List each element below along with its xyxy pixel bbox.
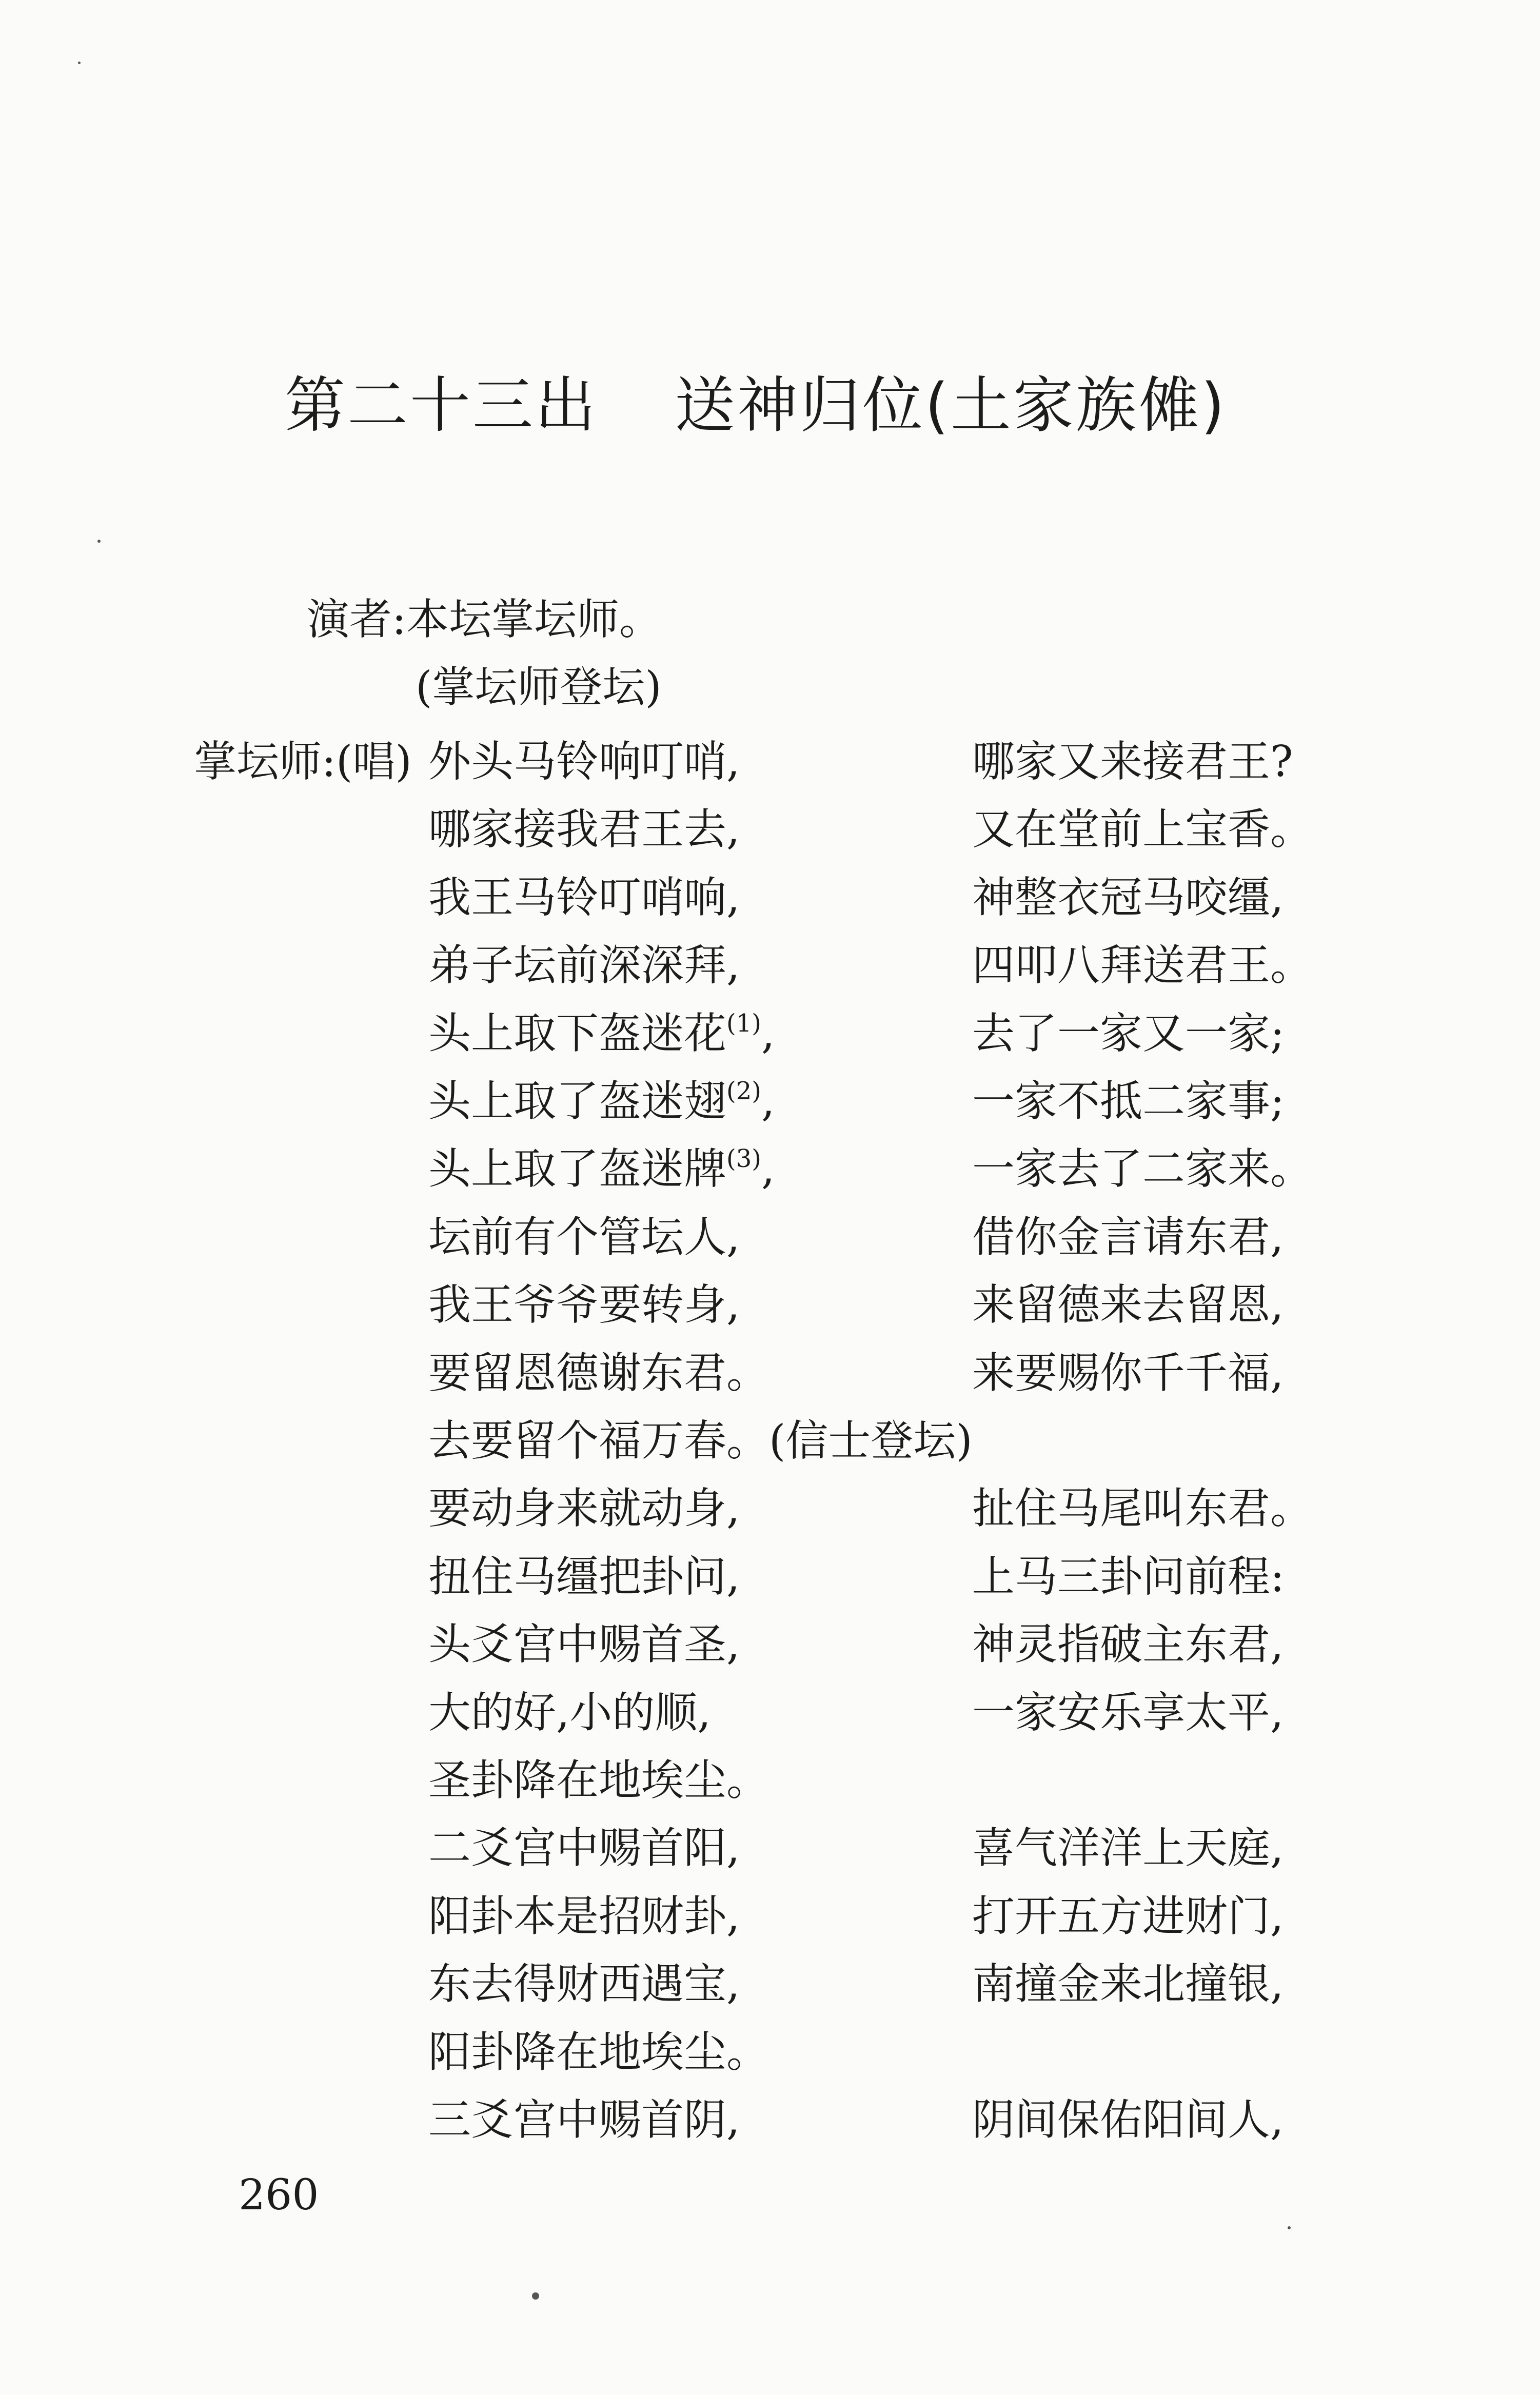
verse-left-text: 要留恩德谢东君。	[428, 1348, 769, 1398]
verse-line-right: 神整衣冠马咬缰,	[972, 873, 1284, 922]
scan-speck	[78, 62, 81, 64]
page-number: 260	[239, 2171, 319, 2220]
verse-line-right: 阴间保佑阳间人,	[972, 2095, 1284, 2145]
chapter-title	[285, 369, 1227, 441]
verse-line-left	[428, 1551, 740, 1602]
verse-line-right: 神灵指破主东君,	[972, 1619, 1284, 1669]
verse-left-text: 阳卦本是招财卦,	[428, 1891, 740, 1941]
verse-line-left	[428, 1483, 740, 1534]
verse-left-text: 去要留个福万春。(信士登坛)	[428, 1416, 973, 1466]
stage-direction: (掌坛师登坛)	[416, 662, 662, 712]
verse-left-text: 东去得财西遇宝,	[428, 1959, 740, 2009]
verse-line-right: 南撞金来北撞银,	[972, 1959, 1284, 2009]
footnote-marker: (3)	[726, 1144, 761, 1173]
verse-line-right: 一家不抵二家事;	[972, 1076, 1285, 1126]
verse-left-punct: ,	[761, 1076, 775, 1126]
act-name: 送神归位(土家族傩)	[675, 370, 1227, 441]
verse-line-left	[428, 1212, 740, 1263]
verse-line-right: 哪家又来接君王?	[972, 737, 1293, 786]
verse-line-right: 喜气洋洋上天庭,	[972, 1823, 1284, 1873]
verse-left-text: 哪家接我君王去,	[428, 804, 740, 854]
act-label: 第二十三出	[285, 370, 598, 441]
verse-left-text: 我王马铃叮哨响,	[428, 873, 740, 922]
verse-left-text: 头爻宫中赐首圣,	[428, 1619, 740, 1669]
speaker-label: 掌坛师:(唱)	[194, 737, 412, 786]
verse-left-text: 扭住马缰把卦问,	[428, 1552, 740, 1601]
verse-line-left	[428, 940, 740, 991]
verse-line-right: 一家安乐享太平,	[972, 1688, 1284, 1737]
verse-left-text: 外头马铃响叮哨,	[428, 737, 740, 786]
footnote-marker: (1)	[726, 1009, 761, 1038]
verse-line-right: 来要赐你千千福,	[972, 1348, 1284, 1398]
verse-line-left	[428, 1415, 973, 1467]
verse-line-right: 打开五方进财门,	[972, 1891, 1284, 1941]
verse-left-text: 阳卦降在地埃尘。	[428, 2027, 769, 2077]
verse-line-left	[428, 1279, 740, 1331]
verse-left-text: 头上取下盔迷花	[428, 1008, 726, 1058]
verse-left-text: 坛前有个管坛人,	[428, 1212, 740, 1262]
verse-line-right: 来留德来去留恩,	[972, 1280, 1284, 1330]
verse-left-text: 大的好,小的顺,	[428, 1688, 711, 1737]
verse-line-left	[428, 872, 740, 923]
verse-line-left	[428, 2094, 740, 2146]
verse-line-right: 四叩八拜送君王。	[972, 940, 1313, 990]
verse-line-left	[428, 1823, 740, 1874]
scan-speck	[97, 540, 101, 543]
verse-left-text: 二爻宫中赐首阳,	[428, 1823, 740, 1873]
verse-left-text: 三爻宫中赐首阴,	[428, 2095, 740, 2145]
scan-speck	[1288, 2226, 1291, 2229]
verse-left-text: 圣卦降在地埃尘。	[428, 1755, 769, 1805]
verse-left-text: 弟子坛前深深拜,	[428, 940, 740, 990]
scan-speck	[532, 2292, 539, 2300]
verse-line-left	[428, 1891, 740, 1942]
verse-line-right: 借你金言请东君,	[972, 1212, 1284, 1262]
verse-left-text: 我王爷爷要转身,	[428, 1280, 740, 1330]
verse-left-punct: ,	[761, 1144, 775, 1194]
verse-line-right: 去了一家又一家;	[972, 1008, 1285, 1058]
verse-left-text: 要动身来就动身,	[428, 1483, 740, 1533]
verse-line-left	[428, 1755, 769, 1806]
verse-line-left	[428, 736, 740, 787]
verse-left-punct: ,	[761, 1008, 775, 1058]
verse-line-right: 又在堂前上宝香。	[972, 804, 1313, 854]
verse-line-right: 上马三卦问前程:	[972, 1552, 1285, 1601]
verse-line-left	[428, 1687, 711, 1738]
verse-line-left	[428, 1143, 775, 1195]
verse-left-text: 头上取了盔迷牌	[428, 1144, 726, 1194]
performer-line: 演者:本坛掌坛师。	[307, 595, 662, 644]
verse-line-left	[428, 2027, 769, 2078]
verse-left-text: 头上取了盔迷翅	[428, 1076, 726, 1126]
verse-line-left	[428, 1076, 775, 1127]
verse-line-right: 一家去了二家来。	[972, 1144, 1313, 1194]
verse-line-right: 扯住马尾叫东君。	[972, 1483, 1313, 1533]
footnote-marker: (2)	[726, 1077, 761, 1105]
verse-line-left	[428, 1348, 769, 1399]
verse-line-left	[428, 804, 740, 855]
verse-line-left	[428, 1619, 740, 1670]
verse-line-left	[428, 1008, 775, 1059]
verse-line-left	[428, 1958, 740, 2010]
